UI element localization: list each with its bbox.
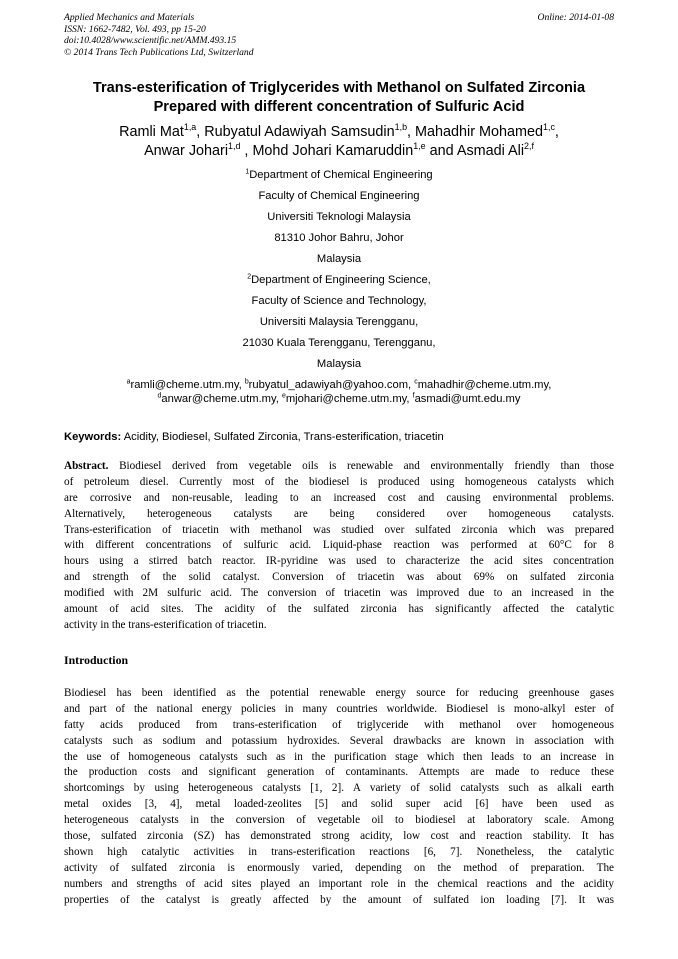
email-mark: f [412,392,415,400]
affiliation-line: 81310 Johor Bahru, Johor [274,232,404,245]
abstract-line: hours using a stirred batch reactor. IR-pyridine was used to characterize the acid sites concentration [64,555,614,568]
email-link[interactable]: rubyatul_adawiyah@yahoo.com [248,379,409,391]
email-mark: d [157,392,162,400]
author-affiliation-mark: 1,a [183,122,197,133]
introduction-line: heterogeneous catalysts in the conversion of vegetable oil to biodiesel at laboratory scale. Among [64,814,614,827]
abstract-line: modified with 2M sulfuric acid. The conversion of triacetin was improved due to an increased in the [64,587,614,600]
abstract-line: of petroleum diesel. Currently most of the biodiesel is produced using homogeneous catalysts which [64,475,614,488]
title-line-2: Prepared with different concentration of Sulfuric Acid [153,98,525,115]
introduction-line: shown high catalytic activities in trans-esterification reactions [6, 7]. Nonetheless, the catalytic [64,845,614,858]
keywords [64,430,624,444]
introduction-body [64,686,614,908]
introduction-line: properties of the catalyst is greatly affected by the amount of sulfated ion loading [7]. It was [64,893,614,906]
doi-line[interactable]: doi:10.4028/www.scientific.net/AMM.493.15 [64,35,237,47]
keywords-text: Acidity, Biodiesel, Sulfated Zirconia, Trans-esterification, triacetin [123,431,444,443]
email-link[interactable]: asmadi@umt.edu.my [414,393,521,405]
affiliation-mark: 2 [247,273,252,281]
author-name: Anwar Johari [144,142,229,159]
abstract-label: Abstract. [64,460,109,472]
abstract-line: and strength of the solid catalyst. Conversion of triacetin was about 69% on sulfated zirconia [64,571,614,584]
affiliation-line: 21030 Kuala Terengganu, Terengganu, [242,337,436,350]
email-mark: b [244,378,249,386]
affiliation-line: Faculty of Science and Technology, [251,295,427,308]
author-affiliation-mark: 2,f [524,140,534,151]
author-emails [30,378,648,406]
author-name: Mohd Johari Kamaruddin [252,142,414,159]
abstract [64,459,614,634]
introduction-heading: Introduction [64,653,129,667]
online-date: Online: 2014-01-08 [537,12,614,23]
affiliation-line: Faculty of Chemical Engineering [258,190,420,203]
author-affiliation-mark: 1,b [394,122,408,133]
email-link[interactable]: ramli@cheme.utm.my [130,379,239,391]
journal-name: Applied Mechanics and Materials [64,12,195,23]
title-line-1: Trans-esterification of Triglycerides with Methanol on Sulfated Zirconia [92,80,586,96]
introduction-line: fatty acids produced from trans-esterification of triglyceride with methanol over homogeneous [64,718,614,731]
abstract-line: Alternatively, heterogeneous catalysts are being considered over homogeneous catalysts. [64,507,614,520]
introduction-line: those, sulfated zirconia (SZ) has demonstrated strong acidity, low cost and reaction stability. It has [64,830,614,843]
introduction-line: metal oxides [3, 4], metal loaded-zeolites [5] and solid super acid [6] have been used as [64,798,614,811]
abstract-line: Trans-esterification of triacetin with methanol was studied over sulfated zirconia which was prepared [64,523,614,536]
affiliations [40,165,638,375]
introduction-line: Biodiesel has been identified as the potential renewable energy source for reducing greenhouse gases [64,687,614,699]
author-affiliation-mark: 1,d [228,140,241,151]
email-link[interactable]: mahadhir@cheme.utm.my [417,379,549,391]
affiliation-line: $^2$Department of Engineering Science, [247,273,431,287]
paper-title [40,79,638,116]
emails-line-2: $^d$anwar@cheme.utm.my, $^e$mjohari@cheme.utm.my, $^f$asmadi@umt.edu.my [157,392,521,405]
introduction-line: and part of the national energy policies in many countries worldwide. Biodiesel is mono-alkyl ester of [64,702,614,715]
author-list [40,123,638,160]
introduction-line: activity of sulfated zirconia is enormously varied, depending on the method of preparation. The [64,861,614,874]
author-affiliation-mark: 1,c [543,122,555,133]
affiliation-line: Malaysia [316,253,362,266]
email-mark: c [414,378,418,386]
emails-line-1: $^a$ramli@cheme.utm.my, $^b$rubyatul_adawiyah@yahoo.com, $^c$mahadhir@cheme.utm.my, [126,378,552,391]
email-mark: a [126,378,131,386]
abstract-line: amount of acid sites. The acidity of the sulfated zirconia has significantly affected the catalytic [64,603,614,616]
affiliation-mark: 1 [245,168,250,176]
introduction-line: catalysts such as sodium and potassium hydroxides. Several drawbacks are known in association with [64,734,614,747]
affiliation-line: Universiti Teknologi Malaysia [267,211,411,224]
author-name: Ramli Mat [119,124,184,140]
author-name: Mahadhir Mohamed [415,124,544,140]
affiliation-line: Malaysia [316,358,362,371]
abstract-line: with different concentrations of sulfuric acid. Liquid-phase reaction was performed at 60°C for 8 [64,539,614,552]
affiliation-line: Universiti Malaysia Terengganu, [259,316,419,329]
introduction-line: shortcomings by using heterogeneous catalysts [1, 2]. A variety of solid catalysts such as alkali earth [64,782,614,795]
email-link[interactable]: mjohari@cheme.utm.my [285,393,407,405]
email-mark: e [281,392,286,400]
authors-line-2: Anwar Johari$^{1,d}$ , Mohd Johari Kamaruddin$^{1,e}$ and Asmadi Ali$^{2,f}$ [144,140,534,159]
author-name: Asmadi Ali [456,142,525,159]
introduction-line: the use of homogeneous catalysts such as in the purification stage which then leads to an increase in [64,750,614,763]
author-name: Rubyatul Adawiyah Samsudin [204,124,395,140]
abstract-line: Abstract. Biodiesel derived from vegetable oils is renewable and environmentally friendly than those [64,460,614,472]
issn-line: ISSN: 1662-7482, Vol. 493, pp 15-20 [64,23,206,35]
authors-line-1: Ramli Mat$^{1,a}$, Rubyatul Adawiyah Samsudin$^{1,b}$, Mahadhir Mohamed$^{1,c}$, [119,122,559,140]
introduction-line: the production costs and significant generation of contaminants. Attempts are made to reduce these [64,766,614,779]
abstract-line: activity in the trans-esterification of triacetin. [64,618,267,631]
introduction-line: numbers and strengths of acid sites played an important role in the chemical reactions and the acidity [64,877,614,890]
copyright-line: © 2014 Trans Tech Publications Ltd, Switzerland [64,46,254,58]
email-link[interactable]: anwar@cheme.utm.my [161,393,276,405]
keywords-label: Keywords: [64,431,122,443]
author-affiliation-mark: 1,e [413,140,426,151]
abstract-line: are corrosive and non-reusable, leading to an increased cost and causing environmental problems. [64,491,614,504]
affiliation-line: $^1$Department of Chemical Engineering [245,168,433,181]
